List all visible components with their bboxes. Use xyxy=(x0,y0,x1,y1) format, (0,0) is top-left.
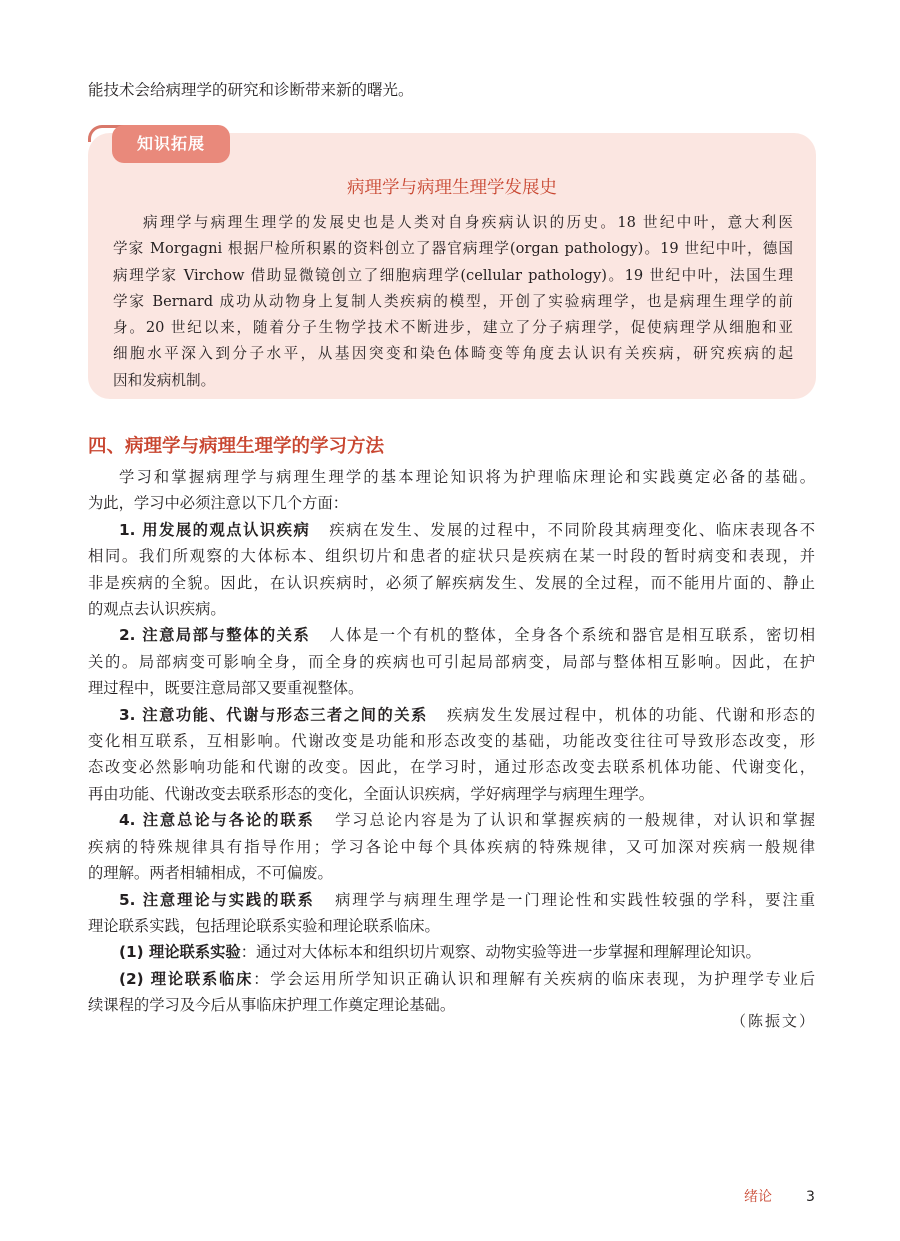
sub-item-1-line xyxy=(88,939,815,965)
sub-item-text: ：通过对大体标本和组织切片观察、动物实验等进一步掌握和理解理论知识。 xyxy=(240,943,761,962)
page-number: 3 xyxy=(806,1189,815,1205)
body-line: 学习和掌握病理学与病理生理学的基本理论知识将为护理临床理论和实践奠定必备的基础。 xyxy=(119,468,815,486)
method-item-title: 3. 注意功能、代谢与形态三者之间的关系 xyxy=(119,705,428,724)
sub-item-title: (2) 理论联系临床 xyxy=(119,969,254,988)
knowledge-box-line: 学家 Bernard 成功从动物身上复制人类疾病的模型，开创了实验病理学，也是病理生理学的前 xyxy=(113,292,793,310)
method-item-1-line xyxy=(88,517,815,543)
method-item-title: 4. 注意总论与各论的联系 xyxy=(119,811,315,830)
body-line: 理过程中，既要注意局部又要重视整体。 xyxy=(88,679,364,698)
body-line: 疾病的特殊规律具有指导作用；学习各论中每个具体疾病的特殊规律，又可加深对疾病一般规律 xyxy=(88,837,815,856)
body-line: 理论联系实践，包括理论联系实验和理论联系临床。 xyxy=(88,916,440,935)
sub-item-title: (1) 理论联系实验 xyxy=(119,943,241,962)
method-item-title: 1. 用发展的观点认识疾病 xyxy=(119,520,311,539)
method-item-text: 人体是一个有机的整体，全身各个系统和器官是相互联系，密切相 xyxy=(329,626,815,645)
knowledge-box-line: 学家 Morgagni 根据尸检所积累的资料创立了器官病理学(organ pathology)。19 世纪中叶，德国 xyxy=(113,240,793,258)
section-body xyxy=(88,464,815,1019)
body-line: 变化相互联系，互相影响。代谢改变是功能和形态改变的基础，功能改变往往可导致形态改变，形 xyxy=(88,732,815,751)
method-item-4-line xyxy=(88,807,815,833)
intro-text: 能技术会给病理学的研究和诊断带来新的曙光。 xyxy=(88,81,414,99)
body-line: 的理解。两者相辅相成，不可偏废。 xyxy=(88,864,333,883)
knowledge-box-body xyxy=(113,210,793,394)
body-line: 关的。局部病变可影响全身，而全身的疾病也可引起局部病变，局部与整体相互影响。因此，在护 xyxy=(88,652,815,671)
knowledge-box-line: 因和发病机制。 xyxy=(113,371,216,389)
method-item-text: 病理学与病理生理学是一门理论性和实践性较强的学科，要注重 xyxy=(335,890,815,909)
knowledge-box-line: 细胞水平深入到分子水平，从基因突变和染色体畸变等角度去认识有关疾病，研究疾病的起 xyxy=(113,345,793,363)
author-credit: （陈振文） xyxy=(730,1012,816,1030)
knowledge-box-tab: 知识拓展 xyxy=(112,125,230,163)
body-line: 态改变必然影响功能和代谢的改变。因此，在学习时，通过形态改变去联系机体功能、代谢变化， xyxy=(88,758,815,777)
section-heading: 四、病理学与病理生理学的学习方法 xyxy=(88,436,385,457)
body-line: 的观点去认识疾病。 xyxy=(88,600,226,619)
method-item-text: 疾病在发生、发展的过程中，不同阶段其病理变化、临床表现各不 xyxy=(329,520,815,539)
body-line: 为此，学习中必须注意以下几个方面： xyxy=(88,494,349,513)
method-item-text: 学习总论内容是为了认识和掌握疾病的一般规律，对认识和掌握 xyxy=(335,811,815,830)
body-line: 续课程的学习及今后从事临床护理工作奠定理论基础。 xyxy=(88,996,456,1015)
method-item-title: 2. 注意局部与整体的关系 xyxy=(119,626,311,645)
method-item-text: 疾病发生发展过程中，机体的功能、代谢和形态的 xyxy=(446,705,815,724)
body-line: 再由功能、代谢改变去联系形态的变化，全面认识疾病，学好病理学与病理生理学。 xyxy=(88,784,654,803)
footer-chapter-title: 绪论 xyxy=(744,1189,772,1205)
knowledge-box-title: 病理学与病理生理学发展史 xyxy=(347,178,557,198)
knowledge-box-line: 病理学与病理生理学的发展史也是人类对自身疾病认识的历史。18 世纪中叶，意大利医 xyxy=(143,214,793,231)
method-item-2-line xyxy=(88,622,815,648)
body-line: 相同。我们所观察的大体标本、组织切片和患者的症状只是疾病在某一时段的暂时病变和表现，并 xyxy=(88,547,815,566)
sub-item-2-line xyxy=(88,966,815,992)
method-item-5-line xyxy=(88,887,815,913)
sub-item-text: ：学会运用所学知识正确认识和理解有关疾病的临床表现，为护理学专业后 xyxy=(253,969,815,988)
knowledge-box-line: 病理学家 Virchow 借助显微镜创立了细胞病理学(cellular pathology)。19 世纪中叶，法国生理 xyxy=(113,266,793,284)
knowledge-box-line: 身。20 世纪以来，随着分子生物学技术不断进步，建立了分子病理学，促使病理学从细胞和亚 xyxy=(113,319,793,337)
body-line: 非是疾病的全貌。因此，在认识疾病时，必须了解疾病发生、发展的全过程，而不能用片面的、静止 xyxy=(88,573,815,592)
method-item-title: 5. 注意理论与实践的联系 xyxy=(119,890,315,909)
method-item-3-line xyxy=(88,702,815,728)
